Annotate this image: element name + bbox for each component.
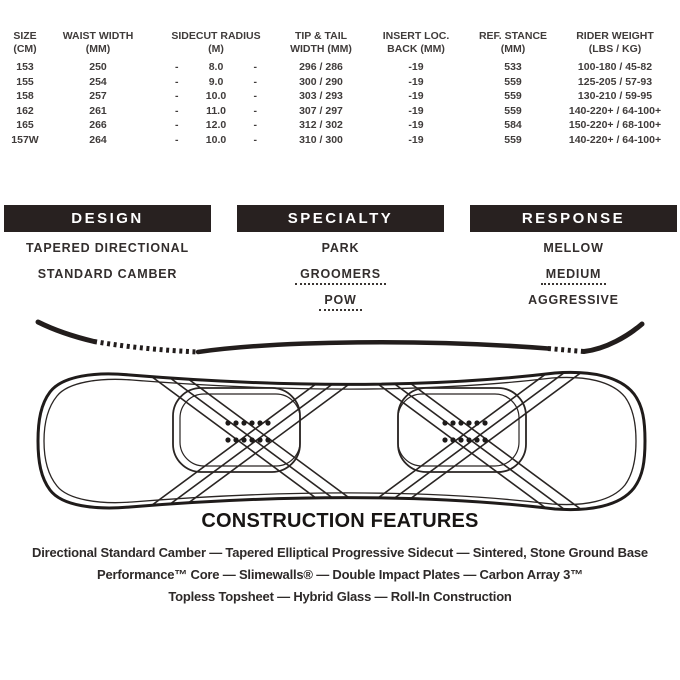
table-cell: 155 (16, 75, 34, 88)
table-cell: 158 (16, 90, 34, 102)
profile-right-hatch-zone (548, 349, 584, 352)
table-cell: 559 (504, 133, 522, 146)
table-body (0, 60, 680, 147)
category-items (237, 240, 444, 311)
category-section-response (470, 205, 677, 311)
sidecut-dash-left: - (175, 104, 179, 117)
sidecut-dash-right: - (253, 90, 257, 102)
table-cell: -19 (408, 75, 424, 88)
table-cell: 254 (89, 75, 107, 88)
category-item: GROOMERS (295, 266, 386, 285)
table-cell: 559 (504, 104, 522, 117)
table-cell: -19 (408, 104, 424, 117)
insert-dot (474, 420, 479, 425)
sidecut-value-group (175, 60, 257, 75)
table-cell: 140-220+ / 64-100+ (568, 133, 662, 146)
board-inner-edge-line (44, 377, 636, 504)
category-item: PARK (321, 241, 360, 255)
sidecut-cell (146, 118, 286, 133)
table-row (0, 75, 680, 90)
insert-dot (458, 437, 463, 442)
category-items (4, 240, 211, 285)
sidecut-dash-right: - (253, 61, 257, 73)
table-cell: 303 / 293 (299, 90, 343, 102)
insert-dot (265, 437, 270, 442)
rear-insert-pack-inner-line (398, 394, 519, 466)
sidecut-value: 12.0 (205, 119, 227, 131)
sidecut-dash-right: - (253, 104, 257, 117)
table-cell: 300 / 290 (299, 75, 343, 88)
sidecut-dash-right: - (253, 75, 257, 88)
column-header (146, 30, 286, 56)
column-header-unit: BACK (MM) (387, 43, 445, 55)
insert-dot (225, 437, 230, 442)
column-header (0, 30, 50, 56)
table-cell: 266 (89, 119, 107, 131)
table-cell: 296 / 286 (299, 61, 343, 73)
sidecut-dash-left: - (175, 133, 179, 146)
table-cell: 140-220+ / 64-100+ (568, 104, 662, 117)
sidecut-value-group (175, 118, 257, 133)
table-row (0, 89, 680, 104)
category-items (470, 240, 677, 311)
construction-features-section (0, 510, 680, 608)
insert-dot (257, 420, 262, 425)
sidecut-dash-left: - (175, 75, 179, 88)
table-cell: 125-205 / 57-93 (577, 75, 653, 88)
insert-dot (450, 437, 455, 442)
insert-dot (249, 420, 254, 425)
column-header (286, 30, 356, 56)
snowboard-top-view-illustration (0, 366, 680, 516)
sidecut-dash-left: - (175, 61, 179, 73)
column-header-unit: (LBS / KG) (588, 43, 642, 55)
column-header-unit: (MM) (500, 43, 526, 55)
column-header (356, 30, 476, 56)
insert-dot (233, 420, 238, 425)
sidecut-dash-right: - (253, 133, 257, 146)
insert-dot (466, 437, 471, 442)
category-section-specialty (237, 205, 444, 311)
table-row (0, 104, 680, 119)
table-cell: 150-220+ / 68-100+ (568, 119, 662, 131)
category-item: MEDIUM (541, 266, 607, 285)
sidecut-value: 8.0 (208, 61, 224, 73)
sidecut-cell (146, 89, 286, 104)
table-cell: 162 (16, 104, 34, 117)
column-header-label: SIDECUT RADIUS (171, 30, 261, 42)
insert-dot (225, 420, 230, 425)
sidecut-cell (146, 104, 286, 119)
table-cell: 559 (504, 75, 522, 88)
table-cell: 130-210 / 59-95 (577, 90, 653, 102)
column-header-unit: (MM) (85, 43, 111, 55)
construction-feature-line: Topless Topsheet — Hybrid Glass — Roll-In Construction (168, 589, 512, 604)
insert-dot (466, 420, 471, 425)
table-cell: 584 (504, 119, 522, 131)
response-header-bar: RESPONSE (470, 205, 677, 232)
sidecut-dash-left: - (175, 90, 179, 102)
sidecut-cell (146, 60, 286, 75)
profile-right-tip (584, 324, 642, 352)
category-section-design (4, 205, 211, 311)
insert-dot (233, 437, 238, 442)
column-header-label: SIZE (13, 30, 37, 42)
column-header (476, 30, 550, 56)
sidecut-value: 9.0 (208, 75, 224, 88)
table-cell: -19 (408, 61, 424, 73)
sidecut-value: 10.0 (205, 133, 227, 146)
table-cell: 165 (16, 119, 34, 131)
category-item: STANDARD CAMBER (37, 267, 178, 281)
sidecut-value-group (175, 89, 257, 104)
column-header-label: INSERT LOC. (382, 30, 450, 42)
table-cell: 250 (89, 61, 107, 73)
sidecut-cell (146, 133, 286, 148)
insert-dot (241, 437, 246, 442)
construction-features-list (0, 542, 680, 608)
table-cell: -19 (408, 133, 424, 146)
profile-left-tip (38, 322, 94, 342)
profile-camber-section (198, 342, 548, 352)
column-header-label: WAIST WIDTH (62, 30, 134, 42)
column-header-unit: (M) (208, 43, 224, 55)
table-cell: 559 (504, 90, 522, 102)
sidecut-value-group (175, 104, 257, 119)
column-header-unit: (CM) (13, 43, 37, 55)
construction-features-title: CONSTRUCTION FEATURES (201, 510, 479, 532)
table-row (0, 118, 680, 133)
column-header-label: REF. STANCE (478, 30, 548, 42)
insert-dot (265, 420, 270, 425)
insert-dot (442, 420, 447, 425)
table-cell: -19 (408, 90, 424, 102)
table-cell: 312 / 302 (299, 119, 343, 131)
table-cell: 100-180 / 45-82 (577, 61, 653, 73)
sidecut-cell (146, 75, 286, 90)
insert-dot (458, 420, 463, 425)
column-header-label: TIP & TAIL (294, 30, 348, 42)
category-sections (4, 205, 677, 311)
table-header-row (0, 30, 680, 56)
sidecut-dash-right: - (253, 119, 257, 131)
column-header (550, 30, 680, 56)
table-cell: 157W (11, 133, 39, 146)
table-cell: 533 (504, 61, 522, 73)
insert-dot (450, 420, 455, 425)
column-header-unit: WIDTH (MM) (290, 43, 352, 55)
insert-dot (474, 437, 479, 442)
column-header (50, 30, 146, 56)
design-header-bar: DESIGN (4, 205, 211, 232)
table-row (0, 60, 680, 75)
camber-profile-illustration (0, 308, 680, 363)
table-cell: 310 / 300 (299, 133, 343, 146)
table-row (0, 133, 680, 148)
sidecut-value-group (175, 75, 257, 90)
profile-left-hatch-zone (94, 342, 198, 353)
table-cell: 257 (89, 90, 107, 102)
insert-dot (482, 437, 487, 442)
sidecut-value: 10.0 (205, 90, 227, 102)
sidecut-dash-left: - (175, 119, 179, 131)
category-item: POW (319, 292, 361, 311)
category-item: AGGRESSIVE (528, 293, 619, 307)
insert-dot (241, 420, 246, 425)
construction-feature-line: Directional Standard Camber — Tapered Elliptical Progressive Sidecut — Sintered, Stone Ground Base (32, 545, 648, 560)
size-spec-table (0, 30, 680, 147)
sidecut-value: 11.0 (206, 104, 226, 117)
sidecut-value-group (175, 133, 257, 148)
insert-dot (482, 420, 487, 425)
column-header-label: RIDER WEIGHT (576, 30, 654, 42)
category-item: TAPERED DIRECTIONAL (26, 241, 189, 255)
table-cell: 307 / 297 (299, 104, 343, 117)
specialty-header-bar: SPECIALTY (237, 205, 444, 232)
insert-dot (257, 437, 262, 442)
table-cell: 261 (89, 104, 107, 117)
construction-feature-line: Performance™ Core — Slimewalls® — Double Impact Plates — Carbon Array 3™ (97, 567, 583, 582)
table-cell: 264 (89, 133, 107, 146)
insert-dot (442, 437, 447, 442)
category-item: MELLOW (543, 241, 604, 255)
table-cell: -19 (408, 119, 424, 131)
table-cell: 153 (16, 61, 34, 73)
insert-dot (249, 437, 254, 442)
